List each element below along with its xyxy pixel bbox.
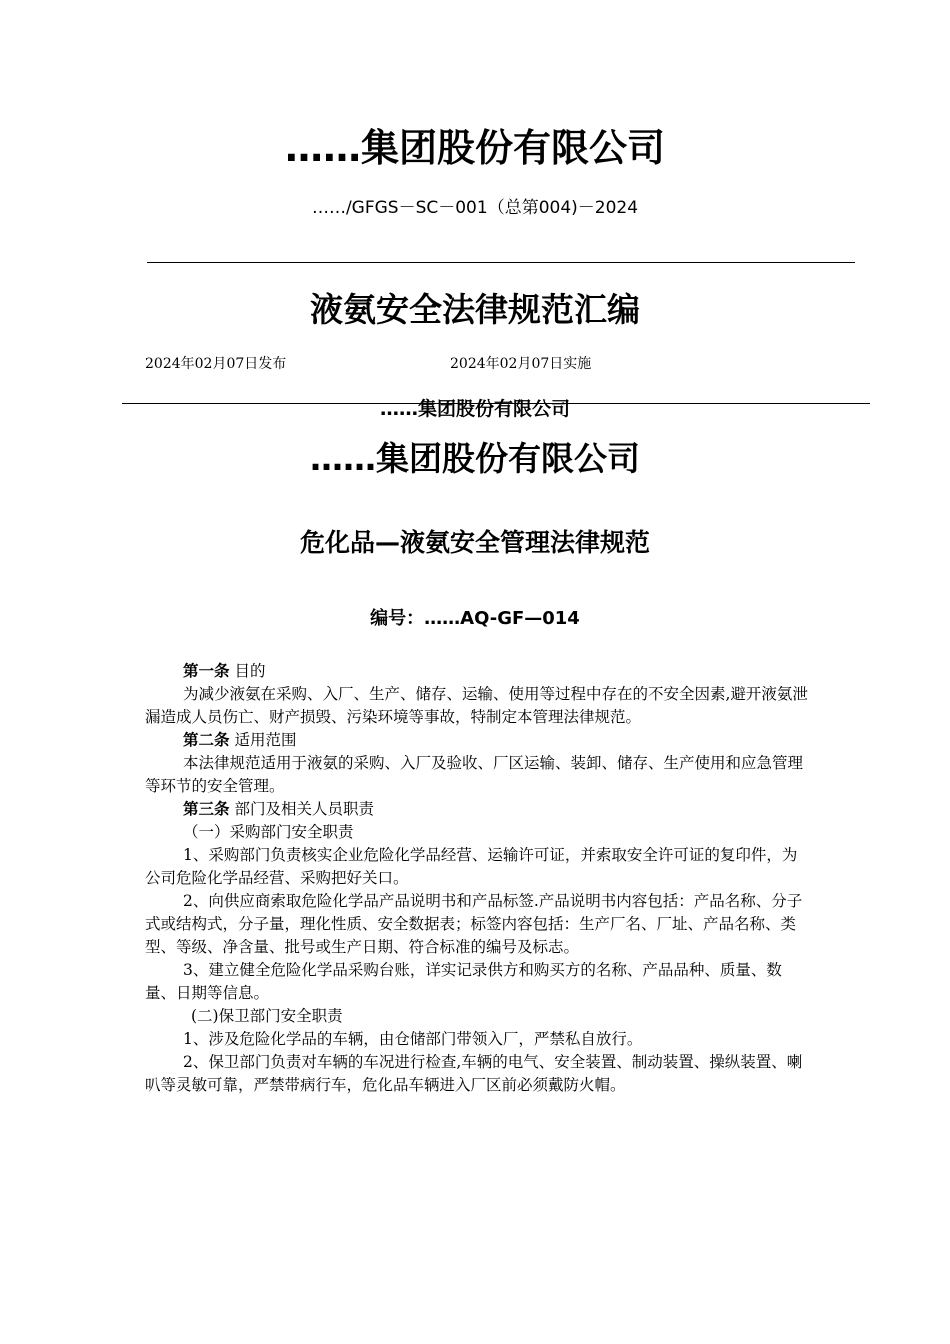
article-2-text: 本法律规范适用于液氨的采购、入厂及验收、厂区运输、装卸、储存、生产使用和应急管理等环节的安全管理。 — [145, 754, 804, 795]
content-doc-title: 危化品—液氨安全管理法律规范 — [299, 528, 650, 557]
section-1-item-2: 2、向供应商索取危险化学品产品说明书和产品标签.产品说明书内容包括：产品名称、分子式或结构式，分子量，理化性质、安全数据表；标签内容包括：生产厂名、厂址、产品名称、类型、等级、净含量、批号或生产日期、符合标准的编号及标志。 — [145, 892, 803, 956]
cover-publish-date: 2024年02月07日发布 — [145, 356, 287, 372]
article-1-text: 为减少液氨在采购、入厂、生产、储存、运输、使用等过程中存在的不安全因素,避开液氨泄漏造成人员伤亡、财产损毁、污染环境等事故，特制定本管理法律规范。 — [145, 685, 808, 726]
section-2-item-2: 2、保卫部门负责对车辆的车况进行检查,车辆的电气、安全装置、制动装置、操纵装置、喇叭等灵敏可靠，严禁带病行车，危化品车辆进入厂区前必须戴防火帽。 — [145, 1053, 803, 1094]
article-2-heading: 第二条 适用范围 — [183, 731, 297, 749]
cover-company-title: ……集团股份有限公司 — [284, 126, 665, 170]
cover-effective-date: 2024年02月07日实施 — [450, 356, 592, 372]
article-3-heading: 第三条 部门及相关人员职责 — [183, 800, 374, 818]
section-1-item-1: 1、采购部门负责核实企业危险化学品经营、运输许可证，并索取安全许可证的复印件，为公司危险化学品经营、采购把好关口。 — [145, 846, 798, 887]
cover-footer-company: ……集团股份有限公司 — [379, 398, 570, 420]
article-1-heading: 第一条 目的 — [183, 662, 266, 680]
content-doc-number: 编号：……AQ-GF—014 — [370, 608, 580, 629]
section-1-item-3: 3、建立健全危险化学品采购台账，详实记录供方和购买方的名称、产品品种、质量、数量、日期等信息。 — [145, 961, 782, 1002]
cover-doc-code: ……/GFGS－SC－001（总第004)－2024 — [311, 198, 639, 218]
document-body — [145, 660, 810, 1097]
section-1-title: （一）采购部门安全职责 — [183, 823, 354, 841]
cover-top-rule — [147, 262, 855, 263]
cover-doc-title: 液氨安全法律规范汇编 — [310, 290, 640, 329]
section-2-title: (二)保卫部门安全职责 — [191, 1007, 343, 1025]
section-2-item-1: 1、涉及危险化学品的车辆，由仓储部门带领入厂，严禁私自放行。 — [183, 1030, 643, 1048]
content-company-title: ……集团股份有限公司 — [310, 439, 640, 478]
